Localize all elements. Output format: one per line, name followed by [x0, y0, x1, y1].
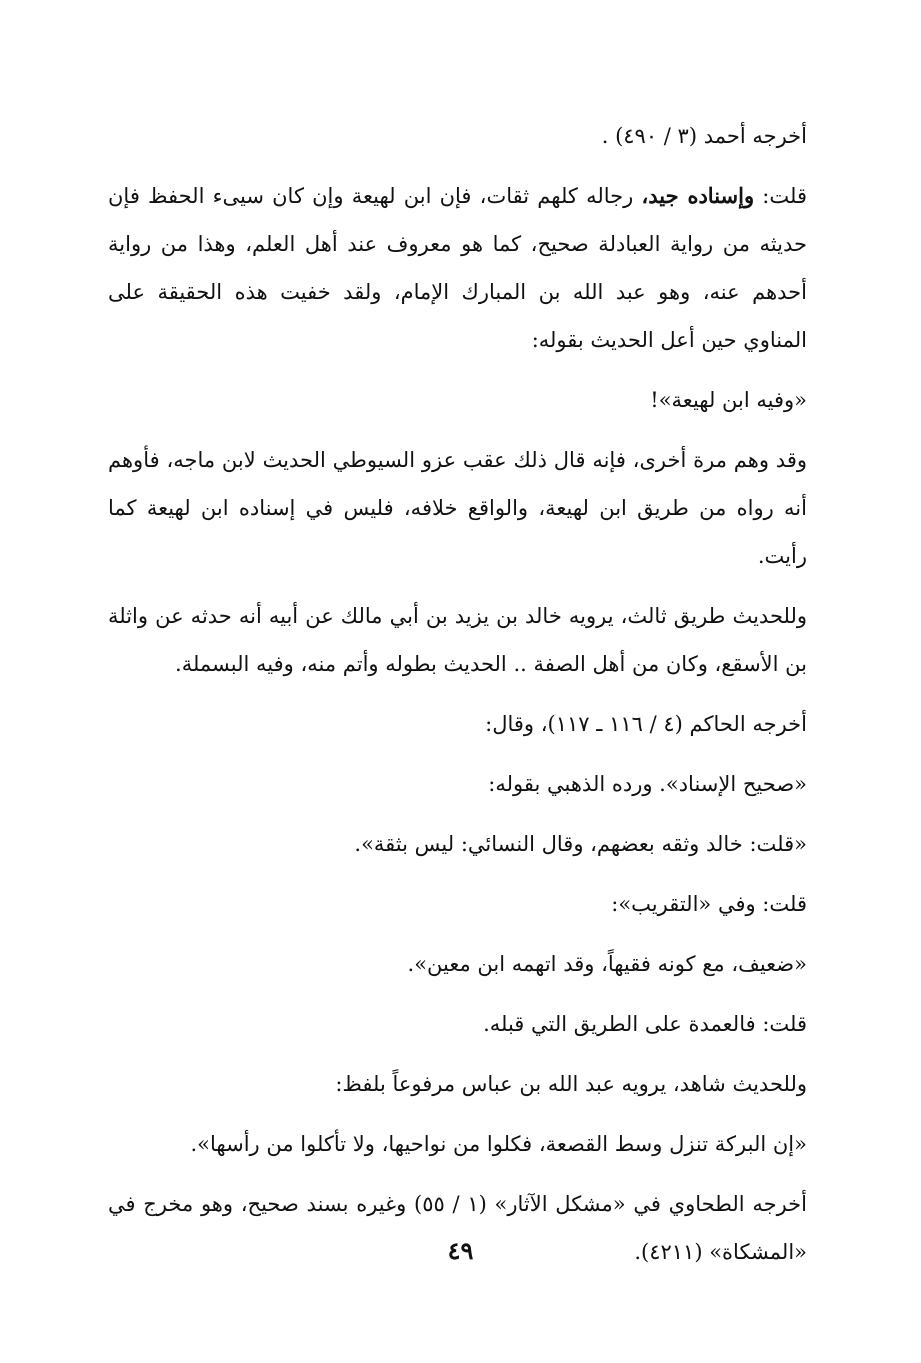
paragraph-6: أخرجه الحاكم (٤ / ١١٦ ـ ١١٧)، وقال: — [485, 712, 807, 736]
paragraph-13: «إن البركة تنزل وسط القصعة، فكلوا من نواحيها، ولا تأكلوا من رأسها». — [190, 1132, 807, 1156]
paragraph-4: وقد وهم مرة أخرى، فإنه قال ذلك عقب عزو السيوطي الحديث لابن ماجه، فأوهم أنه رواه من طريق ابن لهيعة، والواقع خلافه، فليس في إسناده ابن لهيعة كما رأيت. — [108, 448, 807, 568]
paragraph-3: «وفيه ابن لهيعة»! — [650, 388, 807, 412]
paragraph-2 — [108, 172, 843, 364]
paragraph-2-strong: وإسناده جيد، — [641, 183, 755, 208]
paragraph-11: قلت: فالعمدة على الطريق التي قبله. — [483, 1012, 807, 1036]
page-number: ٤٩ — [447, 1236, 474, 1265]
paragraph-2-rest: رجاله كلهم ثقات، فإن ابن لهيعة وإن كان سيىء الحفظ فإن حديثه من رواية العبادلة صحيح، كما هو معروف عند أهل العلم، وهذا من رواية أحدهم عنه، وهو عبد الله بن المبارك الإمام، ولقد خفيت هذه الحقيقة على المناوي حين أعل الحديث بقوله: — [108, 184, 807, 352]
paragraph-9: قلت: وفي «التقريب»: — [611, 892, 807, 916]
paragraph-10: «ضعيف، مع كونه فقيهاً، وقد اتهمه ابن معين». — [407, 952, 807, 976]
main-text — [108, 112, 843, 1276]
paragraph-12: وللحديث شاهد، يرويه عبد الله بن عباس مرفوعاً بلفظ: — [335, 1072, 807, 1096]
paragraph-1: أخرجه أحمد (٣ / ٤٩٠) . — [601, 124, 807, 148]
paragraph-2-lead: قلت: — [754, 184, 807, 208]
paragraph-7: «صحيح الإسناد». ورده الذهبي بقوله: — [488, 772, 807, 796]
paragraph-5: وللحديث طريق ثالث، يرويه خالد بن يزيد بن أبي مالك عن أبيه أنه حدثه عن واثلة بن الأسقع، وكان من أهل الصفة .. الحديث بطوله وأتم منه، وفيه البسملة. — [108, 604, 807, 676]
paragraph-8: «قلت: خالد وثقه بعضهم، وقال النسائي: ليس بثقة». — [354, 832, 807, 856]
paragraph-14: أخرجه الطحاوي في «مشكل الآثار» (١ / ٥٥) وغيره بسند صحيح، وهو مخرج في «المشكاة» (٤٢١١). — [108, 1192, 808, 1264]
